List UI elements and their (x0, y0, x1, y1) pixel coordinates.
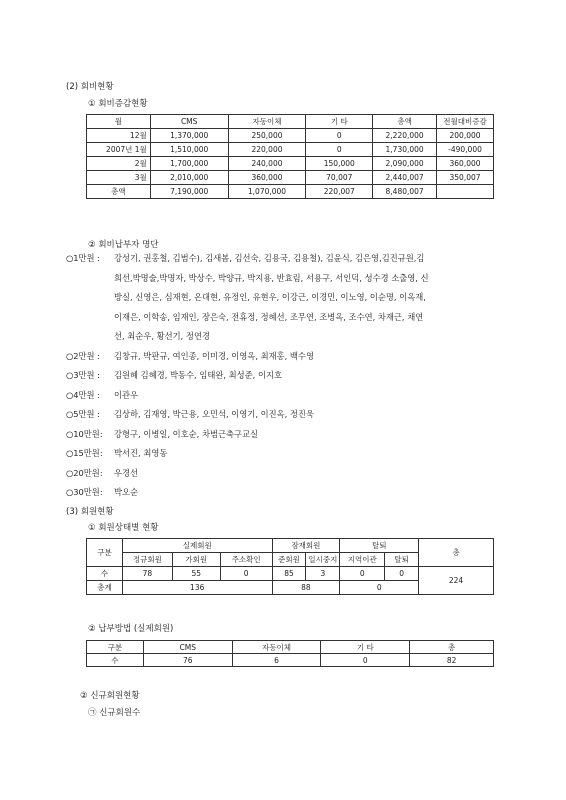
list-item (66, 405, 429, 425)
table-cell: 220,007 (306, 185, 373, 199)
col-header: 정규회원 (122, 553, 172, 567)
col-group-header: 탈퇴 (340, 539, 419, 553)
donor-names: 강형구, 이병일, 이호순, 차범근축구교실 (114, 428, 259, 439)
subtitle-member-status: ① 회원상태별 현황 (88, 523, 159, 533)
table-cell: 360,000 (437, 157, 494, 171)
table-header-row (87, 115, 494, 129)
col-header: 기 타 (321, 641, 410, 654)
table-cell: 2,440,007 (373, 171, 437, 185)
subtitle-payment-method: ② 납부방법 (실제회원) (88, 624, 174, 634)
col-group-header: 실제회원 (122, 539, 272, 553)
col-header: 기 타 (306, 115, 373, 129)
table-row (87, 567, 494, 581)
col-header: 총액 (373, 115, 437, 129)
list-item (66, 269, 429, 289)
list-item (66, 425, 429, 445)
table-row (87, 654, 494, 667)
dues-change-table (86, 114, 494, 199)
donor-list (66, 249, 429, 503)
table-cell: 1,730,000 (373, 143, 437, 157)
table-cell: 7,190,000 (150, 185, 228, 199)
list-item (66, 483, 429, 503)
donor-names: 이재은, 이학송, 임재인, 장은숙, 전휴정, 정혜선, 조무연, 조병옥, 조수연, 차재근, 채연 (114, 311, 424, 322)
col-header: 전월대비증감 (437, 115, 494, 129)
col-header: CMS (143, 641, 232, 654)
table-cell: 2,090,000 (373, 157, 437, 171)
table-header-row (87, 539, 494, 553)
table-cell: 76 (143, 654, 232, 667)
table-cell: 총계 (87, 581, 123, 595)
col-header: 구분 (87, 539, 123, 567)
col-header: 자동이체 (228, 115, 306, 129)
donor-amount-label: ○20만원: (66, 467, 103, 478)
list-item (66, 464, 429, 484)
col-header: 준회원 (272, 553, 306, 567)
table-row (87, 171, 494, 185)
donor-names: 김원혜 김혜경, 박동수, 임태완, 최성준, 이지호 (114, 370, 283, 380)
table-cell (437, 185, 494, 199)
donor-amount-label: ○2만원 : (66, 350, 100, 361)
table-cell: 0 (321, 654, 410, 667)
table-cell: 82 (410, 654, 494, 667)
table-cell: 0 (220, 567, 272, 581)
table-cell: 350,007 (437, 171, 494, 185)
donor-names: 박서진, 최영동 (114, 448, 168, 458)
col-header: 가회원 (172, 553, 220, 567)
table-cell: 200,000 (437, 129, 494, 143)
subtitle-new-members: ② 신규회원현황 (80, 691, 140, 701)
table-cell: 0 (306, 129, 373, 143)
col-header: 총 (410, 641, 494, 654)
table-cell: -490,000 (437, 143, 494, 157)
table-cell: 1,070,000 (228, 185, 306, 199)
col-header: 총 (419, 539, 494, 567)
table-cell: 1,700,000 (150, 157, 228, 171)
table-header-row (87, 641, 494, 654)
donor-names: 희선,박명술,박명자, 박상수, 박양규, 박지용, 반효림, 서용구, 서인덕, 성수경 소출영, 신 (114, 272, 429, 283)
list-item (66, 366, 429, 386)
table-cell: 2007년 1월 (87, 143, 151, 157)
col-header: 지역이관 (340, 553, 385, 567)
donor-names: 방실, 신영은, 심재현, 온대현, 유정인, 유현우, 이강근, 이경민, 이노영, 이순명, 이옥재, (114, 292, 426, 302)
table-cell: 55 (172, 567, 220, 581)
col-header: 자동이체 (232, 641, 321, 654)
table-row (87, 185, 494, 199)
member-status-table (86, 538, 494, 595)
table-cell: 360,000 (228, 171, 306, 185)
table-cell: 136 (122, 581, 272, 595)
table-row (87, 157, 494, 171)
col-header: 월 (87, 115, 151, 129)
list-item (66, 249, 429, 269)
table-cell: 3월 (87, 171, 151, 185)
donor-names: 강성기, 권홍철, 김범수), 김새봄, 김선숙, 김용국, 김용철), 김윤식, 김은영,김진규원,김 (114, 253, 425, 263)
table-cell: 88 (272, 581, 340, 595)
table-cell: 2월 (87, 157, 151, 171)
table-cell: 220,000 (228, 143, 306, 157)
table-cell: 1,370,000 (150, 129, 228, 143)
table-cell: 6 (232, 654, 321, 667)
subtitle-dues-change: ① 회비증감현황 (88, 99, 148, 109)
table-cell: 수 (87, 654, 144, 667)
donor-amount-label: ○5만원 : (66, 409, 100, 419)
table-row (87, 129, 494, 143)
table-cell: 총액 (87, 185, 151, 199)
donor-amount-label: ○4만원 : (66, 389, 100, 400)
donor-names: 김창규, 박판규, 여인종, 이미경, 이영옥, 최재홍, 백수영 (114, 350, 314, 361)
donor-names: 박오순 (114, 487, 139, 497)
subtitle-new-member-count: ㉠ 신규회원수 (88, 708, 141, 718)
table-cell: 70,007 (306, 171, 373, 185)
table-cell: 0 (340, 567, 385, 581)
col-header: 구분 (87, 641, 144, 654)
donor-names: 김상하, 김재영, 박근용, 오민석, 이영기, 이진옥, 정진욱 (114, 409, 314, 419)
table-cell: 2,010,000 (150, 171, 228, 185)
col-group-header: 잠재회원 (272, 539, 340, 553)
table-cell: 1,510,000 (150, 143, 228, 157)
section-title-members: (3) 회원현황 (66, 507, 114, 517)
table-cell: 250,000 (228, 129, 306, 143)
list-item (66, 288, 429, 308)
table-row (87, 143, 494, 157)
table-cell: 78 (122, 567, 172, 581)
list-item (66, 386, 429, 406)
grand-total-cell: 224 (419, 567, 494, 595)
table-cell: 2,220,000 (373, 129, 437, 143)
list-item (66, 347, 429, 367)
donor-amount-label: ○1만원 : (66, 253, 100, 263)
donor-amount-label: ○3만원 : (66, 370, 100, 380)
col-header: 일시중지 (306, 553, 340, 567)
section-title-dues: (2) 회비현황 (66, 82, 114, 92)
table-cell: 0 (306, 143, 373, 157)
table-cell: 수 (87, 567, 123, 581)
payment-method-table (86, 640, 494, 667)
donor-names: 선, 최순우, 황선기, 정연경 (114, 331, 210, 341)
donor-names: 우경선 (114, 467, 139, 478)
table-cell: 150,000 (306, 157, 373, 171)
list-item (66, 444, 429, 464)
donor-amount-label: ○15만원: (66, 448, 103, 458)
col-header: CMS (150, 115, 228, 129)
donor-names: 이관우 (114, 389, 139, 400)
col-header: 주소확인 (220, 553, 272, 567)
table-cell: 0 (385, 567, 419, 581)
table-cell: 3 (306, 567, 340, 581)
subtitle-donor-list: ② 회비납부자 명단 (88, 240, 159, 250)
donor-amount-label: ○30만원: (66, 487, 103, 497)
donor-amount-label: ○10만원: (66, 428, 103, 439)
table-cell: 0 (340, 581, 419, 595)
list-item (66, 327, 429, 347)
table-cell: 240,000 (228, 157, 306, 171)
list-item (66, 308, 429, 328)
table-cell: 12월 (87, 129, 151, 143)
col-header: 탈퇴 (385, 553, 419, 567)
table-cell: 8,480,007 (373, 185, 437, 199)
table-cell: 85 (272, 567, 306, 581)
